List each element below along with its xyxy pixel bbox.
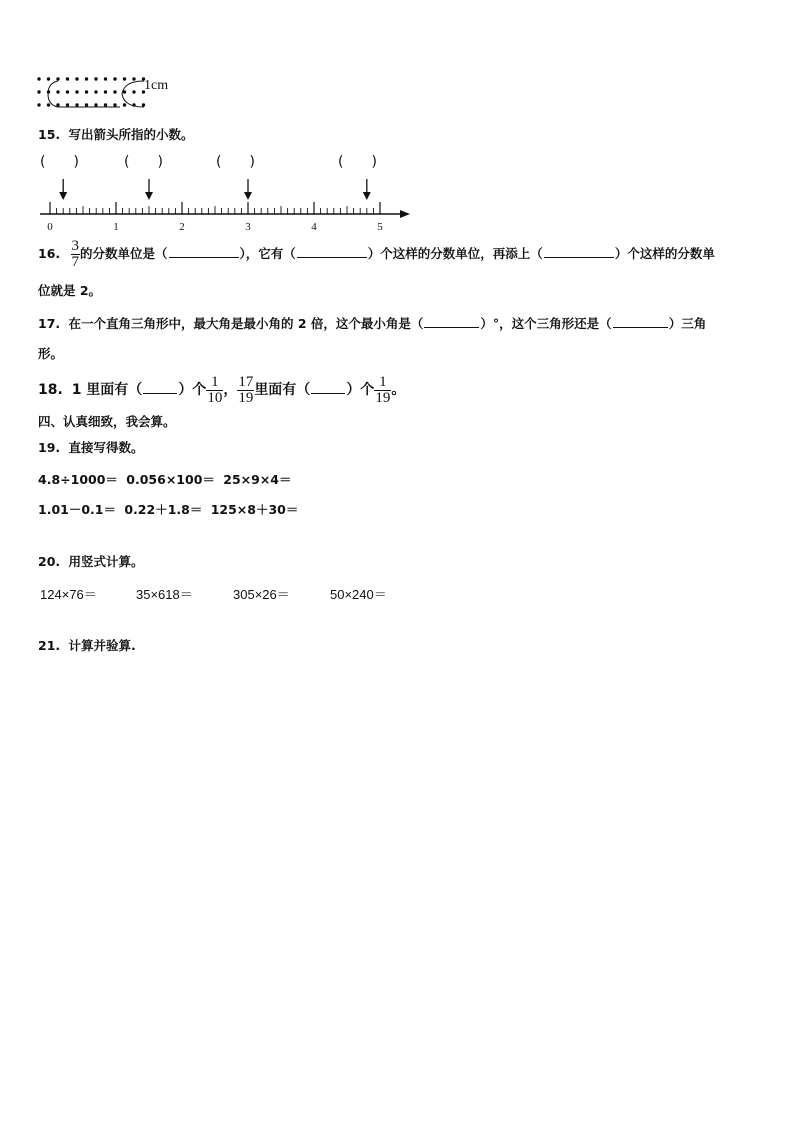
question-number: 17. xyxy=(38,316,61,331)
calc-item: 124×76＝ xyxy=(40,587,97,602)
grid-dot xyxy=(56,103,59,106)
question-number: 16. xyxy=(38,246,61,261)
question-17-line2: 形。 xyxy=(38,346,64,361)
answer-blank[interactable] xyxy=(424,317,479,328)
grid-dot xyxy=(75,103,78,106)
grid-dot xyxy=(85,90,88,93)
fraction: $\frac{1}{19}$ xyxy=(375,373,391,406)
shape-outline xyxy=(48,81,120,107)
answer-slot[interactable]: ( ) xyxy=(40,154,79,170)
grid-dot xyxy=(142,103,145,106)
question-text: 计算并验算. xyxy=(68,638,136,653)
answer-slot[interactable]: ( ) xyxy=(216,154,255,170)
grid-dot xyxy=(94,103,97,106)
fraction: $\frac{17}{19}$ xyxy=(238,373,254,406)
dot-grid-figure xyxy=(34,74,184,120)
question-15 xyxy=(38,125,194,143)
grid-dot xyxy=(56,90,59,93)
tick-label: 5 xyxy=(377,221,383,233)
question-17: 17. 在一个直角三角形中，最大角是最小角的 2 倍，这个最小角是（ ）°，这个三角形还是（ ）三角 xyxy=(38,316,707,331)
grid-dot xyxy=(75,77,78,80)
grid-dot xyxy=(123,103,126,106)
grid-dot xyxy=(47,77,50,80)
fraction: $\frac{1}{10}$ xyxy=(207,373,223,406)
answer-blank[interactable] xyxy=(613,317,668,328)
question-16-line2: 位就是 2。 xyxy=(38,283,102,298)
grid-dot xyxy=(66,90,69,93)
question-19 xyxy=(38,438,144,456)
tick-label: 2 xyxy=(179,221,185,233)
shape-outline xyxy=(122,81,144,107)
grid-dot xyxy=(66,77,69,80)
calc-item: 35×618＝ xyxy=(136,587,193,602)
grid-dot xyxy=(113,77,116,80)
question-21 xyxy=(38,636,136,654)
grid-dot xyxy=(75,90,78,93)
calc-item: 50×240＝ xyxy=(330,587,387,602)
grid-dot xyxy=(37,90,40,93)
answer-blank[interactable] xyxy=(311,383,345,394)
grid-dot xyxy=(113,90,116,93)
calc-item: 4.8÷1000＝ xyxy=(38,472,118,487)
question-text: 直接写得数。 xyxy=(68,440,144,455)
dot-grid xyxy=(34,74,148,120)
calc-item: 0.22＋1.8＝ xyxy=(124,502,203,517)
grid-dot xyxy=(94,90,97,93)
grid-dot xyxy=(85,103,88,106)
grid-dot xyxy=(56,77,59,80)
answer-slot[interactable]: ( ) xyxy=(338,154,377,170)
calc-item: 305×26＝ xyxy=(233,587,290,602)
tick-label: 4 xyxy=(311,221,317,233)
calc-row xyxy=(38,470,292,488)
down-arrow-icon xyxy=(244,192,252,200)
question-20 xyxy=(38,552,144,570)
grid-dot xyxy=(37,77,40,80)
grid-dot xyxy=(132,77,135,80)
question-text: 用竖式计算。 xyxy=(68,554,144,569)
question-16: 16. $\frac{3}{7}$ 的分数单位是（ ），它有（ ）个这样的分数单位，再添上（ ）个这样的分数单 xyxy=(38,238,715,270)
question-number: 15. xyxy=(38,127,61,142)
grid-dot xyxy=(104,77,107,80)
grid-dot xyxy=(66,103,69,106)
calc-row xyxy=(38,500,298,518)
number-line xyxy=(30,172,410,234)
grid-dot xyxy=(47,103,50,106)
grid-dot xyxy=(113,103,116,106)
question-number: 21. xyxy=(38,638,61,653)
question-number: 19. xyxy=(38,440,61,455)
tick-label: 0 xyxy=(47,221,53,233)
question-18: 18. 1 里面有（ ）个 $\frac{1}{10}$ ， $\frac{17}{19}$ 里面有（ ）个 $\frac{1}{19}$ 。 xyxy=(38,373,406,406)
grid-dot xyxy=(104,90,107,93)
scale-label: 1cm xyxy=(144,78,169,93)
calc-item: 1.01－0.1＝ xyxy=(38,502,116,517)
answer-blank[interactable] xyxy=(544,247,614,258)
grid-dot xyxy=(132,90,135,93)
tick-label: 1 xyxy=(113,221,119,233)
section-title: 四、认真细致，我会算。 xyxy=(38,414,176,429)
calc-item: 25×9×4＝ xyxy=(223,472,292,487)
grid-dot xyxy=(123,77,126,80)
question-number: 20. xyxy=(38,554,61,569)
fraction: $\frac{3}{7}$ xyxy=(71,238,80,270)
answer-blank[interactable] xyxy=(169,247,239,258)
calc-item: 125×8＋30＝ xyxy=(210,502,299,517)
grid-dot xyxy=(37,103,40,106)
down-arrow-icon xyxy=(145,192,153,200)
answer-blank[interactable] xyxy=(297,247,367,258)
grid-dot xyxy=(104,103,107,106)
question-text: 写出箭头所指的小数。 xyxy=(68,127,194,142)
down-arrow-icon xyxy=(363,192,371,200)
axis-arrowhead xyxy=(400,210,410,218)
grid-dot xyxy=(94,77,97,80)
answer-slot[interactable]: ( ) xyxy=(124,154,163,170)
question-number: 18. xyxy=(38,382,63,398)
calc-item: 0.056×100＝ xyxy=(126,472,215,487)
grid-dot xyxy=(85,77,88,80)
tick-label: 3 xyxy=(245,221,251,233)
down-arrow-icon xyxy=(59,192,67,200)
answer-blank[interactable] xyxy=(143,383,177,394)
